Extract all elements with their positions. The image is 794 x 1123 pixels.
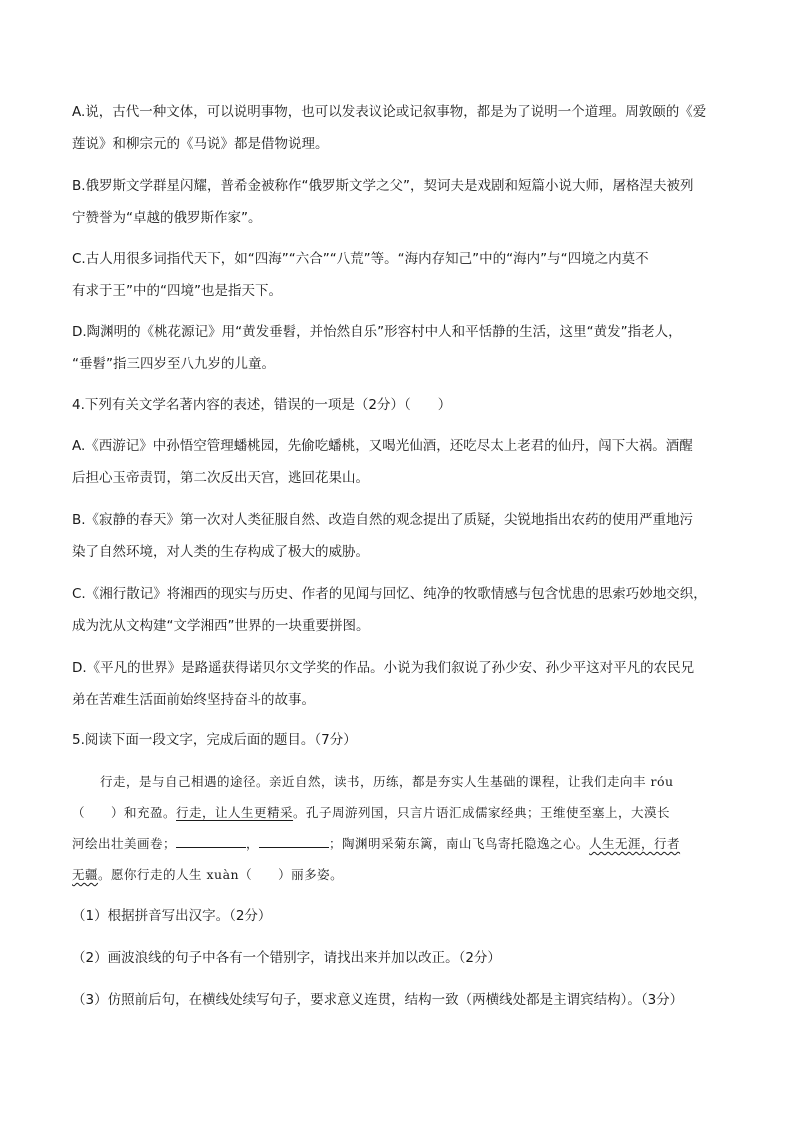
q4-option-c: [72, 578, 732, 642]
q4-option-b-line1: B.《寂静的春天》第一次对人类征服自然、改造自然的观念提出了质疑，尖锐地指出农药的使用严重地污: [72, 512, 694, 528]
q5-sub1: [72, 900, 732, 932]
q5-stem-text: 5.阅读下面一段文字，完成后面的题目。（7分）: [72, 732, 357, 748]
q4-option-b: [72, 504, 732, 568]
wavy-sentence-2-part2: 无疆: [72, 867, 99, 882]
fill-blank-1[interactable]: [176, 833, 246, 848]
q3-option-c-line2: 有求于王”中的“四境”也是指天下。: [72, 283, 282, 299]
q4-option-d-line2: 弟在苦难生活面前始终坚持奋斗的故事。: [72, 692, 315, 708]
passage-line-2-start: （ ）和充盈。: [72, 805, 177, 820]
passage-line-3-start: 河绘出壮美画卷；: [72, 836, 177, 851]
q5-stem: [72, 724, 732, 756]
passage-line-2: [72, 797, 732, 828]
passage-line-2-end: 。孔子周游列国，只言片语汇成儒家经典；王维使至塞上，大漠长: [293, 805, 671, 820]
q3-option-c-line1: C.古人用很多词指代天下，如“四海”“六合”“八荒”等。“海内存知己”中的“海内”与“四境之内莫不: [72, 251, 649, 267]
q5-sub2: [72, 942, 732, 974]
q5-sub3-text: （3）仿照前后句，在横线处续写句子，要求意义连贯，结构一致（两横线处都是主谓宾结构）。（3分）: [72, 992, 684, 1008]
q4-stem-text: 4.下列有关文学名著内容的表述，错误的一项是（2分）（ ）: [72, 397, 452, 413]
q4-option-b-line2: 染了自然环境，对人类的生存构成了极大的威胁。: [72, 544, 369, 560]
q4-option-a-line2: 后担心玉帝责罚，第二次反出天宫，逃回花果山。: [72, 470, 369, 486]
q5-sub1-text: （1）根据拼音写出汉字。（2分）: [72, 908, 272, 924]
passage-line-1: [72, 766, 732, 797]
q3-option-d-line2: “垂髫”指三四岁至八九岁的儿童。: [72, 356, 275, 372]
wavy-sentence-1: 行走，让人生更精采: [176, 805, 294, 820]
fill-blank-2[interactable]: [259, 833, 329, 848]
q3-option-a-line1: A.说，古代一种文体，可以说明事物，也可以发表议论或记叙事物，都是为了说明一个道理。周敦颐的《爱: [72, 104, 707, 120]
q3-option-c: [72, 243, 732, 307]
q4-option-d-line1: D.《平凡的世界》是路遥获得诺贝尔文学奖的作品。小说为我们叙说了孙少安、孙少平这对平凡的农民兄: [72, 660, 695, 676]
q3-option-d-line1: D.陶渊明的《桃花源记》用“黄发垂髫，并怡然自乐”形容村中人和平恬静的生活，这里“黄发”指老人，: [72, 324, 682, 340]
q3-option-d: [72, 316, 732, 380]
q4-option-a: [72, 430, 732, 494]
q3-option-a: [72, 96, 732, 160]
q4-option-d: [72, 652, 732, 716]
q5-passage: [72, 766, 732, 890]
passage-line-1-text: 行走，是与自己相遇的途径。亲近自然，读书，历练，都是夯实人生基础的课程，让我们走向丰 róu: [100, 774, 674, 789]
passage-line-3-mid: ；陶渊明采菊东篱，南山飞鸟寄托隐逸之心。: [329, 836, 590, 851]
q3-option-b-line2: 宁赞誉为“卓越的俄罗斯作家”。: [72, 210, 262, 226]
q3-option-b-line1: B.俄罗斯文学群星闪耀，普希金被称作“俄罗斯文学之父”，契诃夫是戏剧和短篇小说大师，屠格涅夫被列: [72, 178, 694, 194]
passage-line-4-end: 。愿你行走的人生 xuàn（ ）丽多姿。: [98, 867, 344, 882]
q5-sub2-text: （2）画波浪线的句子中各有一个错别字，请找出来并加以改正。（2分）: [72, 950, 501, 966]
wavy-sentence-2-part1: 人生无涯，行者: [589, 836, 681, 851]
passage-line-3: [72, 828, 732, 859]
q4-option-a-line1: A.《西游记》中孙悟空管理蟠桃园，先偷吃蟠桃，又喝光仙酒，还吃尽太上老君的仙丹，闯下大祸。酒醒: [72, 438, 693, 454]
q5-sub3: [72, 984, 732, 1016]
blank-separator: ，: [246, 836, 260, 851]
q4-option-c-line1: C.《湘行散记》将湘西的现实与历史、作者的见闻与回忆、纯净的牧歌情感与包含忧患的思索巧妙地交织，: [72, 586, 707, 602]
q3-option-b: [72, 170, 732, 234]
q3-option-a-line2: 莲说》和柳宗元的《马说》都是借物说理。: [72, 136, 329, 152]
passage-line-4: [72, 859, 732, 890]
q4-option-c-line2: 成为沈从文构建“文学湘西”世界的一块重要拼图。: [72, 618, 370, 634]
q4-stem: [72, 389, 732, 421]
